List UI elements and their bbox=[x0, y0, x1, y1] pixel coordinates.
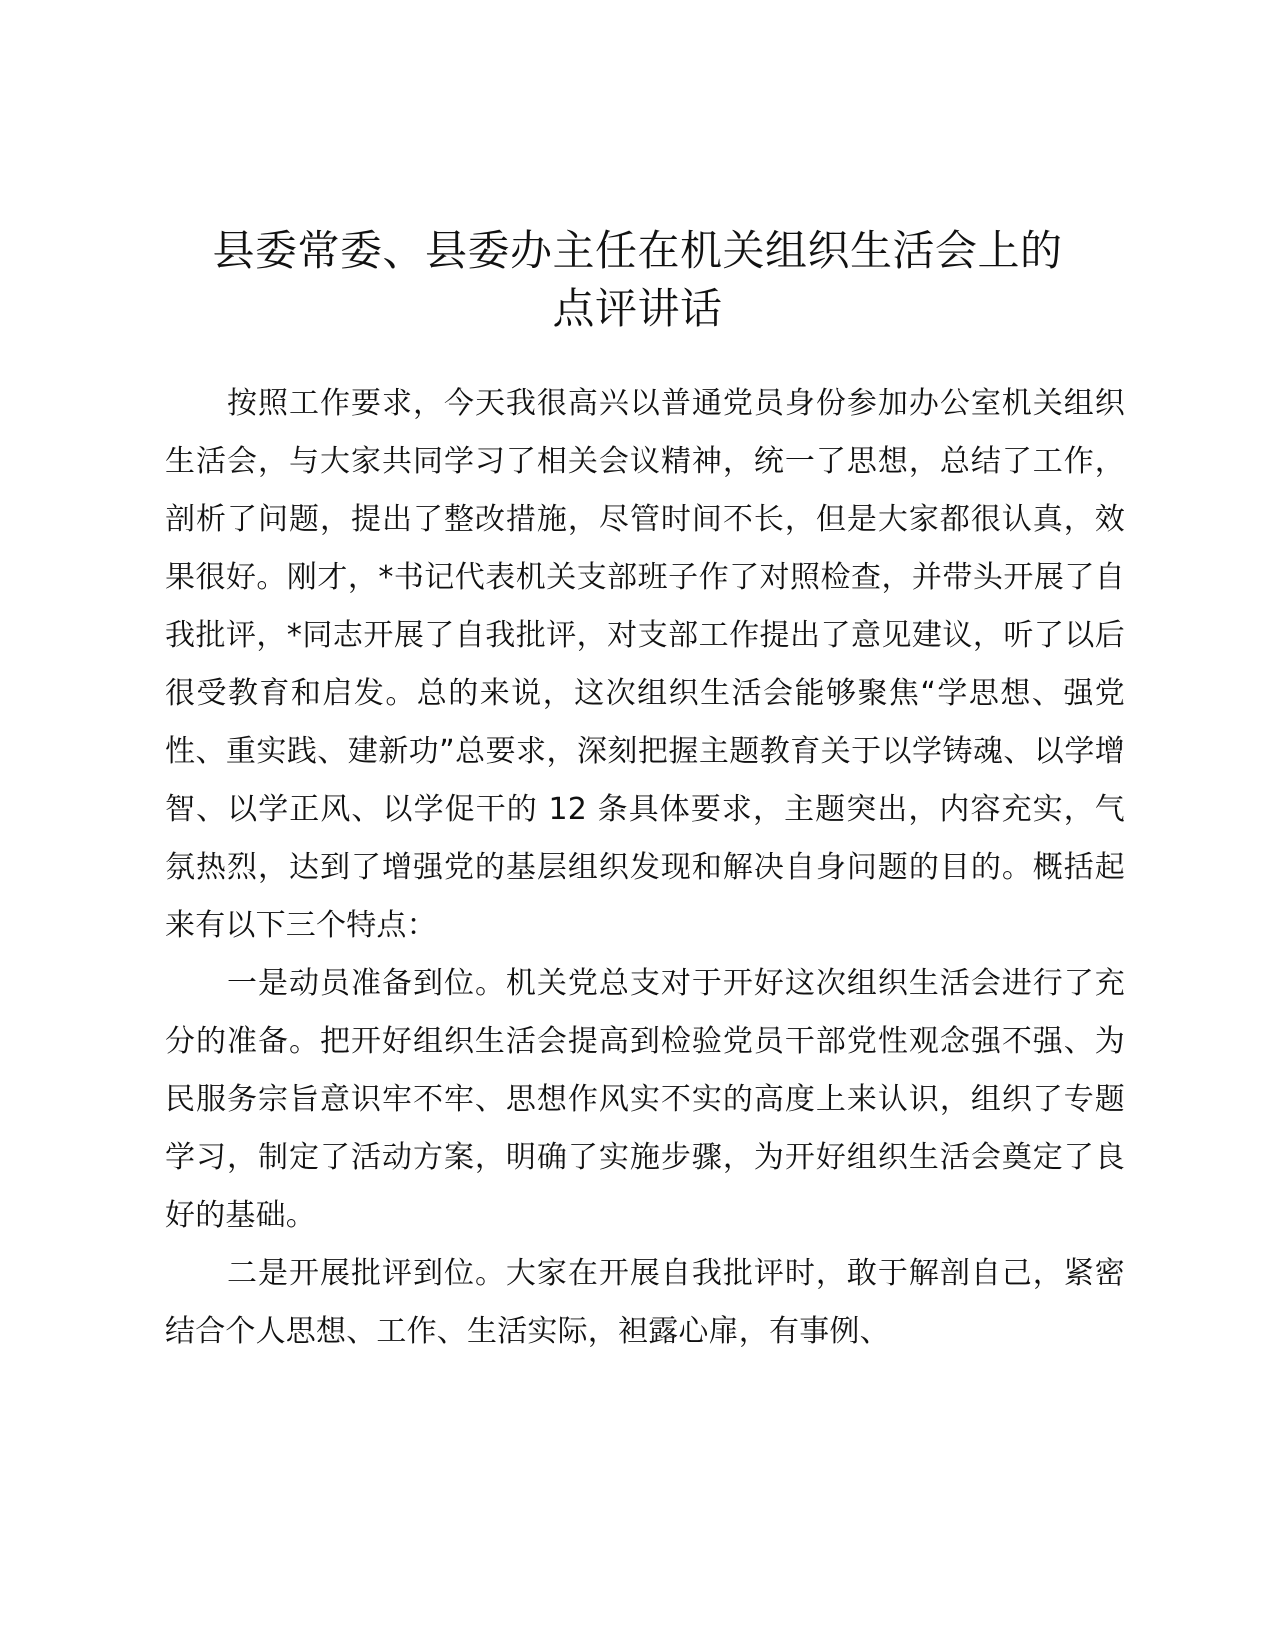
paragraph-intro: 按照工作要求，今天我很高兴以普通党员身份参加办公室机关组织生活会，与大家共同学习了相关会议精神，统一了思想，总结了工作，剖析了问题，提出了整改措施，尽管时间不长，但是大家都很认真，效果很好。刚才，*书记代表机关支部班子作了对照检查，并带头开展了自我批评，*同志开展了自我批评，对支部工作提出了意见建议，听了以后很受教育和启发。总的来说，这次组织生活会能够聚焦“学思想、强党性、重实践、建新功”总要求，深刻把握主题教育关于以学铸魂、以学增智、以学正风、以学促干的 12 条具体要求，主题突出，内容充实，气氛热烈，达到了增强党的基层组织发现和解决自身问题的目的。概括起来有以下三个特点： bbox=[165, 386, 1125, 943]
document-title bbox=[160, 222, 1115, 338]
paragraph-point-two: 二是开展批评到位。大家在开展自我批评时，敢于解剖自己，紧密结合个人思想、工作、生活实际，袒露心扉，有事例、 bbox=[165, 1256, 1125, 1349]
title-line-1: 县委常委、县委办主任在机关组织生活会上的 bbox=[212, 226, 1063, 275]
document-body bbox=[165, 375, 1125, 1361]
paragraph-point-one: 一是动员准备到位。机关党总支对于开好这次组织生活会进行了充分的准备。把开好组织生活会提高到检验党员干部党性观念强不强、为民服务宗旨意识牢不牢、思想作风实不实的高度上来认识，组织了专题学习，制定了活动方案，明确了实施步骤，为开好组织生活会奠定了良好的基础。 bbox=[165, 966, 1125, 1233]
title-line-2: 点评讲话 bbox=[552, 284, 723, 333]
